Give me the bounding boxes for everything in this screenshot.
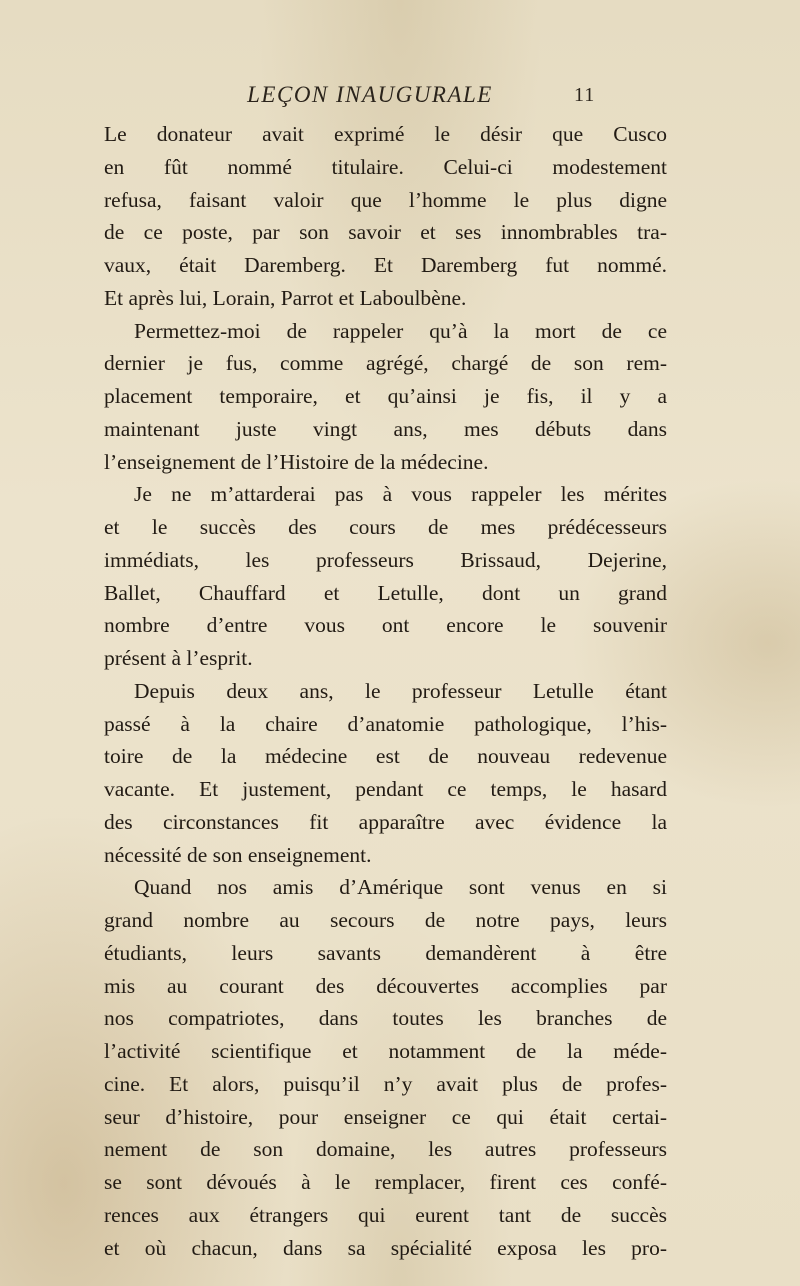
text-line: refusa, faisant valoir que l’homme le plus digne: [104, 187, 667, 212]
text-line: toire de la médecine est de nouveau redevenue: [104, 744, 667, 769]
text-line: et le succès des cours de mes prédécesseurs: [104, 515, 667, 539]
text-line: nombre d’entre vous ont encore le souvenir: [104, 613, 667, 638]
running-head: LEÇON INAUGURALE: [247, 82, 493, 107]
text-line: Permettez-moi de rappeler qu’à la mort de ce: [134, 318, 667, 343]
text-line: immédiats, les professeurs Brissaud, Dejerine,: [104, 547, 667, 572]
text-line: mis au courant des découvertes accomplies par: [104, 973, 667, 998]
text-line: Depuis deux ans, le professeur Letulle étant: [134, 678, 667, 703]
text-line: Et après lui, Lorain, Parrot et Laboulbène.: [104, 285, 467, 310]
text-line: passé à la chaire d’anatomie pathologique, l’his-: [104, 711, 667, 736]
text-line: nos compatriotes, dans toutes les branches de: [104, 1006, 667, 1031]
text-line: étudiants, leurs savants demandèrent à être: [104, 940, 667, 965]
text-line: placement temporaire, et qu’ainsi je fis, il y a: [104, 384, 667, 408]
text-line: et où chacun, dans sa spécialité exposa les pro-: [104, 1235, 667, 1260]
text-line: l’activité scientifique et notamment de la méde-: [104, 1039, 667, 1063]
text-line: Le donateur avait exprimé le désir que Cusco: [104, 122, 667, 146]
text-line: présent à l’esprit.: [104, 646, 253, 670]
text-line: rences aux étrangers qui eurent tant de succès: [104, 1202, 667, 1227]
text-line: nement de son domaine, les autres professeurs: [104, 1137, 667, 1162]
text-line: vacante. Et justement, pendant ce temps, le hasard: [104, 777, 667, 801]
text-line: grand nombre au secours de notre pays, leurs: [104, 908, 667, 932]
body-text: [104, 118, 667, 1264]
text-line: vaux, était Daremberg. Et Daremberg fut nommé.: [104, 253, 667, 277]
text-line: Ballet, Chauffard et Letulle, dont un grand: [104, 580, 667, 605]
text-line: Je ne m’attarderai pas à vous rappeler les mérites: [134, 482, 667, 507]
text-line: cine. Et alors, puisqu’il n’y avait plus de profes-: [104, 1071, 667, 1096]
text-line: nécessité de son enseignement.: [104, 842, 372, 867]
text-line: de ce poste, par son savoir et ses innombrables tra-: [104, 220, 667, 245]
text-line: dernier je fus, comme agrégé, chargé de son rem-: [104, 351, 667, 376]
text-line: seur d’histoire, pour enseigner ce qui était certai-: [104, 1104, 667, 1129]
text-line: maintenant juste vingt ans, mes débuts dans: [104, 416, 667, 441]
page-number: 11: [574, 84, 596, 106]
text-line: Quand nos amis d’Amérique sont venus en si: [134, 875, 667, 900]
text-line: se sont dévoués à le remplacer, firent ces confé-: [104, 1170, 667, 1194]
text-line: en fût nommé titulaire. Celui-ci modestement: [104, 154, 667, 179]
text-line: des circonstances fit apparaître avec évidence la: [104, 809, 667, 834]
text-line: l’enseignement de l’Histoire de la médecine.: [104, 449, 489, 474]
